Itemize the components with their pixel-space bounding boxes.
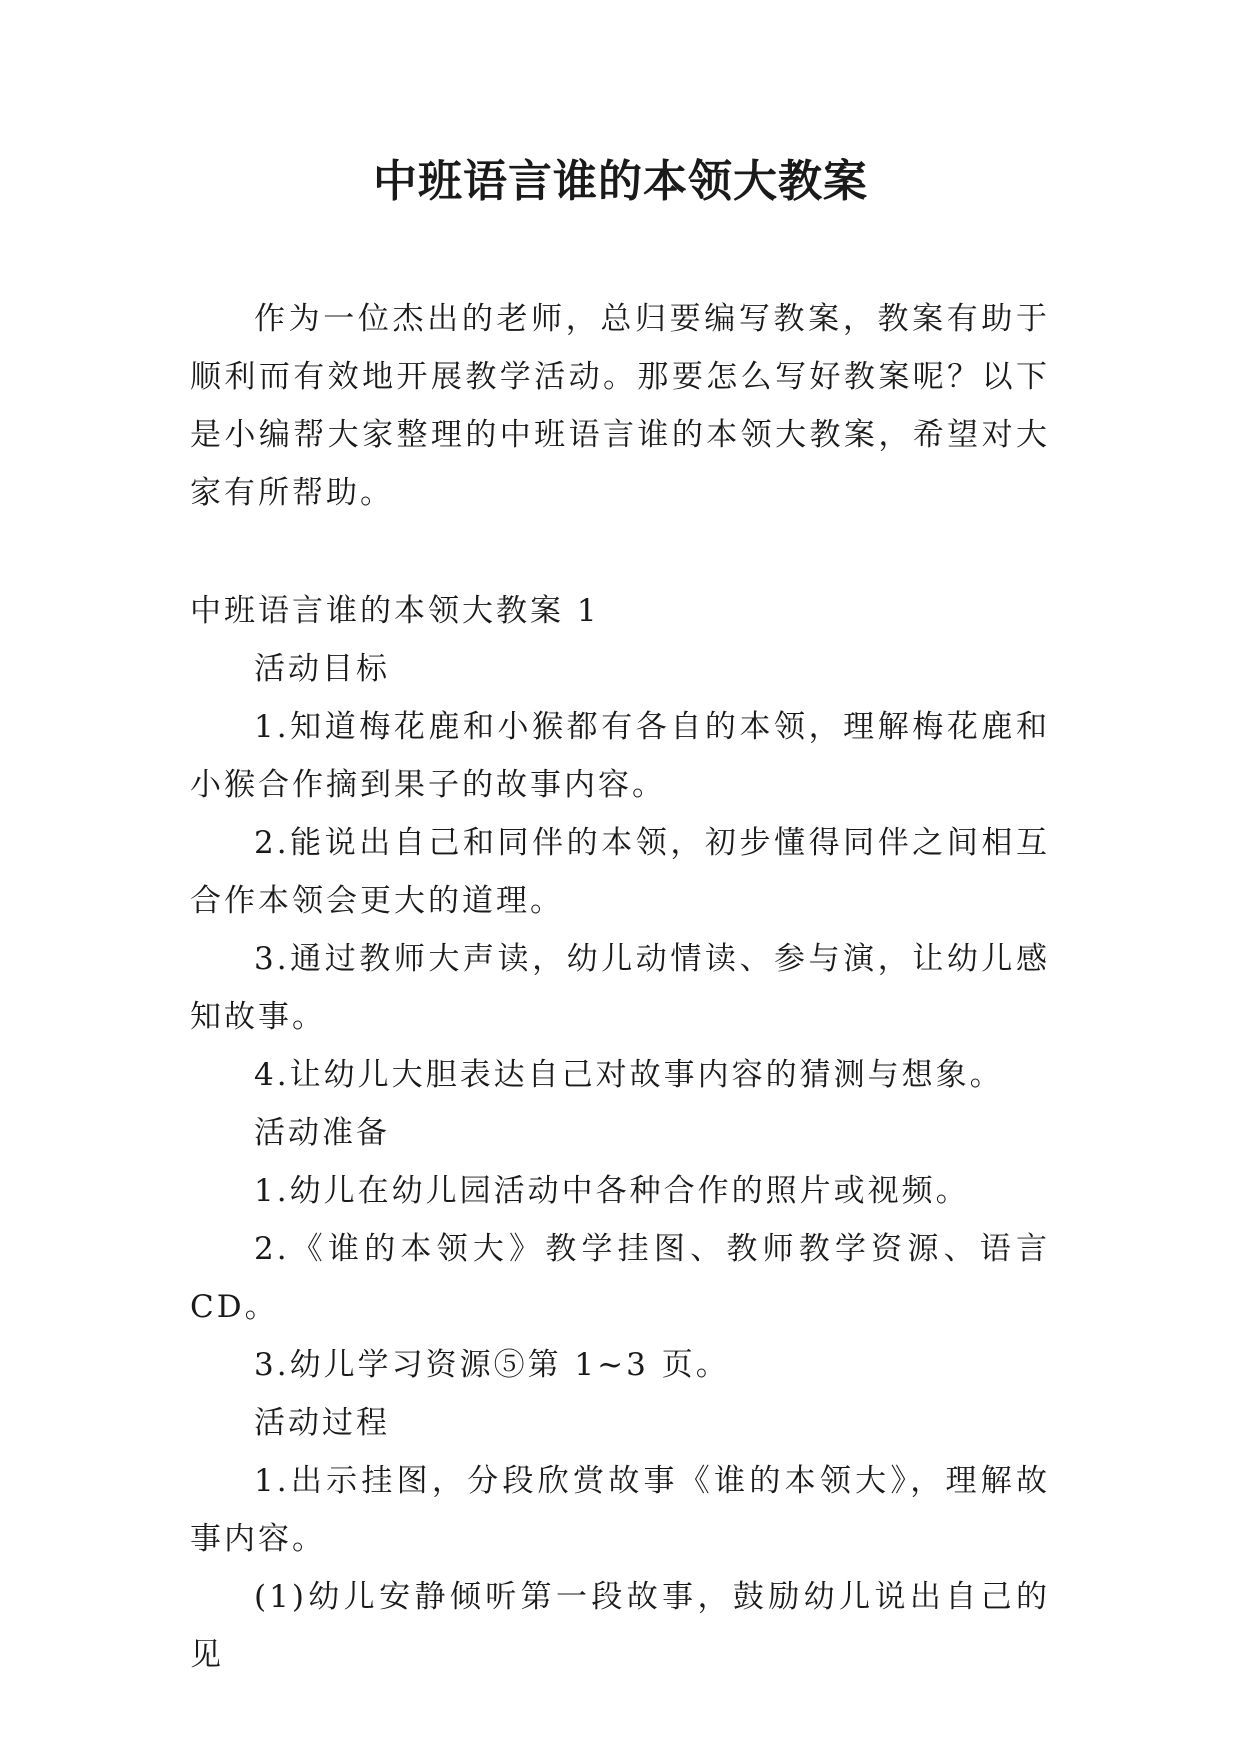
preparation-item: 2.《谁的本领大》教学挂图、教师教学资源、语言 CD。 xyxy=(190,1231,1050,1325)
goal-item: 4.让幼儿大胆表达自己对故事内容的猜测与想象。 xyxy=(254,1057,1004,1093)
goal-item: 3.通过教师大声读，幼儿动情读、参与演，让幼儿感知故事。 xyxy=(190,941,1050,1035)
preparation-item: 1.幼儿在幼儿园活动中各种合作的照片或视频。 xyxy=(254,1173,970,1209)
preparation-heading: 活动准备 xyxy=(254,1115,390,1151)
process-item: (1)幼儿安静倾听第一段故事，鼓励幼儿说出自己的见 xyxy=(190,1579,1050,1673)
goal-item: 1.知道梅花鹿和小猴都有各自的本领，理解梅花鹿和小猴合作摘到果子的故事内容。 xyxy=(190,709,1050,803)
section-title: 中班语言谁的本领大教案 1 xyxy=(190,593,600,629)
intro-paragraph: 作为一位杰出的老师，总归要编写教案，教案有助于顺利而有效地开展教学活动。那要怎么写好教案呢？以下是小编帮大家整理的中班语言谁的本领大教案，希望对大家有所帮助。 xyxy=(190,301,1050,511)
process-item: 1.出示挂图，分段欣赏故事《谁的本领大》，理解故事内容。 xyxy=(190,1463,1050,1557)
goals-heading: 活动目标 xyxy=(254,651,390,687)
paragraph-gap xyxy=(190,522,1050,582)
process-heading: 活动过程 xyxy=(254,1405,390,1441)
document-title: 中班语言谁的本领大教案 xyxy=(373,156,868,207)
preparation-item: 3.幼儿学习资源⑤第 1~3 页。 xyxy=(254,1347,730,1383)
goal-item: 2.能说出自己和同伴的本领，初步懂得同伴之间相互合作本领会更大的道理。 xyxy=(190,825,1050,919)
document-body xyxy=(190,290,1050,1684)
